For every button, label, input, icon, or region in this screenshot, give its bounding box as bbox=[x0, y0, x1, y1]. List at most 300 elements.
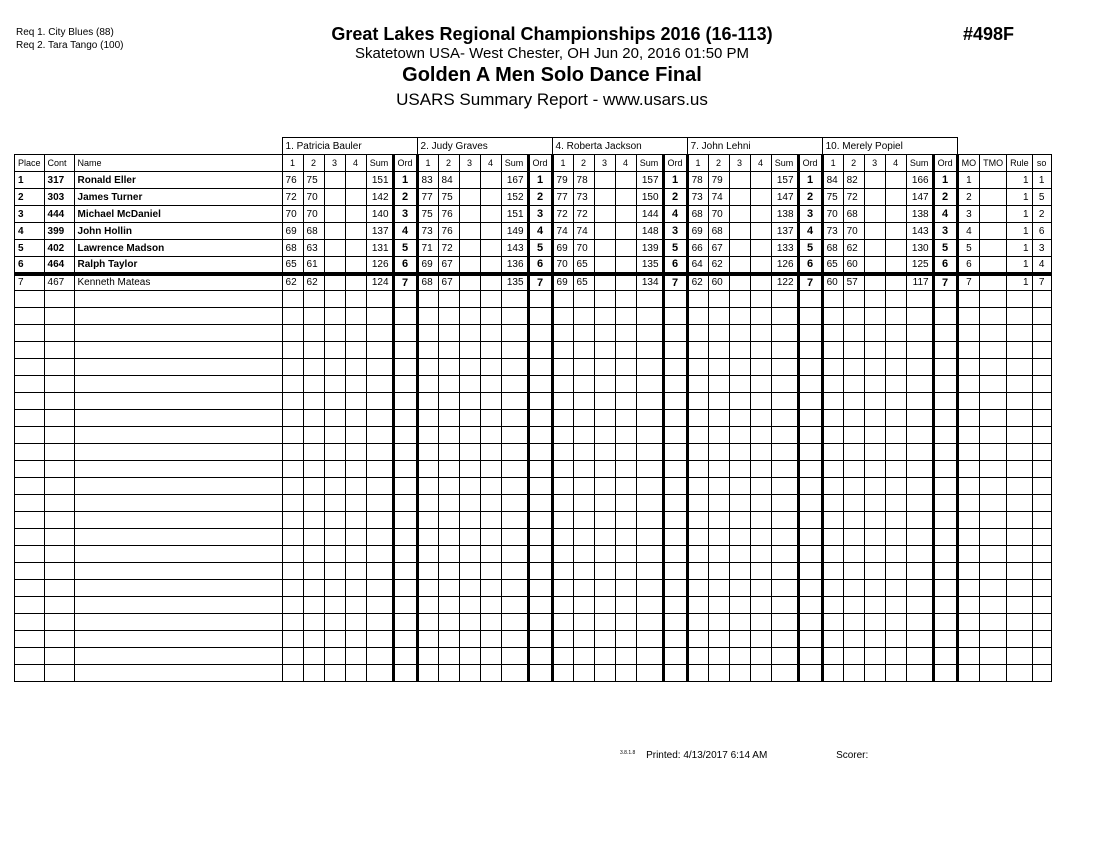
empty-cell bbox=[480, 529, 501, 546]
empty-cell bbox=[552, 614, 573, 631]
mark-3-cell bbox=[864, 240, 885, 257]
empty-ord-cell bbox=[393, 580, 417, 597]
mark-3-cell bbox=[594, 257, 615, 274]
empty-cell bbox=[44, 546, 74, 563]
empty-cell bbox=[74, 342, 282, 359]
sum-cell: 125 bbox=[906, 257, 933, 274]
empty-cell bbox=[729, 648, 750, 665]
sum-cell: 135 bbox=[636, 257, 663, 274]
mark-2-cell: 84 bbox=[438, 172, 459, 189]
judge-name: 1. Patricia Bauler bbox=[282, 138, 417, 155]
mark-1-cell: 68 bbox=[822, 240, 843, 257]
mark-2-cell: 70 bbox=[303, 206, 324, 223]
ord-cell: 5 bbox=[798, 240, 822, 257]
empty-cell bbox=[687, 376, 708, 393]
empty-cell bbox=[345, 461, 366, 478]
empty-cell bbox=[417, 393, 438, 410]
empty-cell bbox=[1007, 529, 1033, 546]
mark-4-cell bbox=[480, 240, 501, 257]
empty-cell bbox=[708, 359, 729, 376]
empty-cell bbox=[594, 614, 615, 631]
empty-cell bbox=[906, 478, 933, 495]
empty-ord-cell bbox=[798, 342, 822, 359]
empty-cell bbox=[708, 546, 729, 563]
so-cell: 1 bbox=[1032, 172, 1051, 189]
mark-2-cell: 73 bbox=[573, 189, 594, 206]
empty-cell bbox=[885, 580, 906, 597]
empty-cell bbox=[906, 512, 933, 529]
empty-cell bbox=[282, 597, 303, 614]
empty-cell bbox=[1032, 291, 1051, 308]
col-mark: 3 bbox=[864, 155, 885, 172]
empty-cell bbox=[324, 512, 345, 529]
empty-cell bbox=[708, 325, 729, 342]
col-ord: Ord bbox=[663, 155, 687, 172]
empty-cell bbox=[417, 648, 438, 665]
empty-cell bbox=[573, 444, 594, 461]
empty-cell bbox=[438, 410, 459, 427]
empty-cell bbox=[74, 308, 282, 325]
mark-4-cell bbox=[480, 257, 501, 274]
empty-ord-cell bbox=[933, 512, 957, 529]
sum-cell: 131 bbox=[366, 240, 393, 257]
empty-cell bbox=[885, 308, 906, 325]
sum-cell: 143 bbox=[501, 240, 528, 257]
empty-cell bbox=[906, 342, 933, 359]
ord-cell: 1 bbox=[663, 172, 687, 189]
empty-row bbox=[15, 461, 1052, 478]
empty-cell bbox=[615, 495, 636, 512]
mark-1-cell: 66 bbox=[687, 240, 708, 257]
empty-cell bbox=[282, 410, 303, 427]
empty-cell bbox=[552, 376, 573, 393]
empty-cell bbox=[480, 444, 501, 461]
tmo-cell bbox=[980, 257, 1007, 274]
empty-cell bbox=[864, 495, 885, 512]
empty-cell bbox=[552, 308, 573, 325]
empty-cell bbox=[729, 546, 750, 563]
empty-cell bbox=[615, 614, 636, 631]
empty-cell bbox=[708, 393, 729, 410]
empty-cell bbox=[1032, 529, 1051, 546]
empty-cell bbox=[282, 291, 303, 308]
place-cell: 1 bbox=[15, 172, 45, 189]
empty-ord-cell bbox=[528, 512, 552, 529]
column-header-row bbox=[15, 155, 1052, 172]
col-mark: 3 bbox=[729, 155, 750, 172]
mark-3-cell bbox=[594, 189, 615, 206]
empty-cell bbox=[957, 393, 980, 410]
empty-cell bbox=[636, 376, 663, 393]
empty-ord-cell bbox=[933, 291, 957, 308]
empty-cell bbox=[885, 631, 906, 648]
mark-1-cell: 77 bbox=[417, 189, 438, 206]
empty-cell bbox=[980, 325, 1007, 342]
empty-cell bbox=[687, 597, 708, 614]
empty-cell bbox=[708, 427, 729, 444]
empty-cell bbox=[303, 308, 324, 325]
empty-cell bbox=[750, 291, 771, 308]
empty-row bbox=[15, 648, 1052, 665]
mark-2-cell: 76 bbox=[438, 206, 459, 223]
empty-cell bbox=[708, 308, 729, 325]
empty-cell bbox=[864, 631, 885, 648]
empty-row bbox=[15, 325, 1052, 342]
empty-cell bbox=[822, 291, 843, 308]
empty-cell bbox=[324, 546, 345, 563]
empty-cell bbox=[885, 342, 906, 359]
empty-cell bbox=[501, 291, 528, 308]
mark-4-cell bbox=[345, 257, 366, 274]
mark-4-cell bbox=[885, 189, 906, 206]
ord-cell: 6 bbox=[663, 257, 687, 274]
empty-cell bbox=[282, 444, 303, 461]
empty-ord-cell bbox=[528, 291, 552, 308]
empty-cell bbox=[552, 529, 573, 546]
empty-cell bbox=[615, 648, 636, 665]
empty-ord-cell bbox=[663, 563, 687, 580]
empty-cell bbox=[864, 393, 885, 410]
empty-row bbox=[15, 291, 1052, 308]
empty-cell bbox=[615, 665, 636, 682]
mark-4-cell bbox=[480, 189, 501, 206]
empty-cell bbox=[324, 461, 345, 478]
empty-cell bbox=[282, 359, 303, 376]
empty-cell bbox=[957, 427, 980, 444]
empty-cell bbox=[906, 410, 933, 427]
empty-cell bbox=[1032, 495, 1051, 512]
empty-cell bbox=[906, 359, 933, 376]
empty-cell bbox=[282, 563, 303, 580]
name-cell: John Hollin bbox=[74, 223, 282, 240]
empty-cell bbox=[573, 291, 594, 308]
tmo-cell bbox=[980, 240, 1007, 257]
cont-cell: 399 bbox=[44, 223, 74, 240]
empty-cell bbox=[459, 444, 480, 461]
empty-ord-cell bbox=[393, 308, 417, 325]
empty-cell bbox=[687, 495, 708, 512]
empty-cell bbox=[957, 308, 980, 325]
place-cell: 7 bbox=[15, 274, 45, 291]
empty-cell bbox=[15, 495, 45, 512]
mark-4-cell bbox=[345, 274, 366, 291]
empty-cell bbox=[417, 478, 438, 495]
empty-cell bbox=[594, 393, 615, 410]
empty-ord-cell bbox=[798, 376, 822, 393]
empty-cell bbox=[366, 580, 393, 597]
mark-4-cell bbox=[615, 223, 636, 240]
empty-ord-cell bbox=[528, 342, 552, 359]
empty-cell bbox=[366, 393, 393, 410]
empty-cell bbox=[417, 529, 438, 546]
empty-ord-cell bbox=[933, 308, 957, 325]
empty-cell bbox=[282, 665, 303, 682]
empty-cell bbox=[729, 512, 750, 529]
empty-cell bbox=[864, 376, 885, 393]
empty-cell bbox=[74, 359, 282, 376]
empty-ord-cell bbox=[798, 665, 822, 682]
empty-cell bbox=[594, 461, 615, 478]
empty-cell bbox=[843, 461, 864, 478]
empty-cell bbox=[282, 342, 303, 359]
empty-cell bbox=[417, 291, 438, 308]
mark-2-cell: 70 bbox=[708, 206, 729, 223]
empty-cell bbox=[74, 529, 282, 546]
empty-cell bbox=[980, 512, 1007, 529]
empty-cell bbox=[74, 376, 282, 393]
empty-cell bbox=[1032, 376, 1051, 393]
empty-ord-cell bbox=[393, 444, 417, 461]
empty-cell bbox=[864, 308, 885, 325]
mark-2-cell: 63 bbox=[303, 240, 324, 257]
empty-cell bbox=[324, 376, 345, 393]
empty-row bbox=[15, 393, 1052, 410]
empty-cell bbox=[480, 495, 501, 512]
empty-cell bbox=[822, 563, 843, 580]
ord-cell: 3 bbox=[933, 223, 957, 240]
empty-cell bbox=[345, 648, 366, 665]
empty-cell bbox=[573, 580, 594, 597]
empty-cell bbox=[750, 597, 771, 614]
empty-cell bbox=[771, 648, 798, 665]
col-ord: Ord bbox=[528, 155, 552, 172]
sum-cell: 134 bbox=[636, 274, 663, 291]
empty-cell bbox=[74, 291, 282, 308]
empty-cell bbox=[44, 427, 74, 444]
mark-4-cell bbox=[750, 274, 771, 291]
empty-cell bbox=[771, 665, 798, 682]
mark-2-cell: 57 bbox=[843, 274, 864, 291]
empty-cell bbox=[480, 648, 501, 665]
empty-cell bbox=[615, 546, 636, 563]
tmo-cell bbox=[980, 189, 1007, 206]
empty-cell bbox=[771, 342, 798, 359]
mark-4-cell bbox=[345, 189, 366, 206]
col-mark: 4 bbox=[480, 155, 501, 172]
empty-cell bbox=[615, 461, 636, 478]
ord-cell: 6 bbox=[933, 257, 957, 274]
empty-cell bbox=[729, 393, 750, 410]
sum-cell: 137 bbox=[771, 223, 798, 240]
empty-cell bbox=[687, 410, 708, 427]
empty-ord-cell bbox=[663, 308, 687, 325]
empty-cell bbox=[552, 512, 573, 529]
empty-cell bbox=[822, 461, 843, 478]
mark-4-cell bbox=[885, 274, 906, 291]
empty-cell bbox=[303, 478, 324, 495]
mark-4-cell bbox=[615, 274, 636, 291]
empty-cell bbox=[957, 665, 980, 682]
col-sum: Sum bbox=[366, 155, 393, 172]
empty-ord-cell bbox=[393, 342, 417, 359]
empty-cell bbox=[366, 342, 393, 359]
mark-2-cell: 74 bbox=[708, 189, 729, 206]
empty-cell bbox=[615, 410, 636, 427]
empty-cell bbox=[822, 546, 843, 563]
empty-cell bbox=[906, 665, 933, 682]
empty-ord-cell bbox=[528, 393, 552, 410]
empty-cell bbox=[15, 529, 45, 546]
mark-4-cell bbox=[885, 223, 906, 240]
empty-cell bbox=[615, 393, 636, 410]
mark-1-cell: 78 bbox=[687, 172, 708, 189]
empty-cell bbox=[74, 461, 282, 478]
empty-cell bbox=[1032, 546, 1051, 563]
empty-cell bbox=[15, 342, 45, 359]
empty-cell bbox=[480, 614, 501, 631]
empty-cell bbox=[708, 461, 729, 478]
empty-cell bbox=[501, 529, 528, 546]
mark-4-cell bbox=[345, 206, 366, 223]
empty-cell bbox=[1032, 342, 1051, 359]
empty-cell bbox=[1007, 648, 1033, 665]
sum-cell: 122 bbox=[771, 274, 798, 291]
empty-cell bbox=[864, 563, 885, 580]
empty-cell bbox=[552, 648, 573, 665]
tmo-cell bbox=[980, 223, 1007, 240]
empty-cell bbox=[345, 512, 366, 529]
empty-cell bbox=[501, 665, 528, 682]
event-number: #498F bbox=[963, 24, 1015, 44]
empty-cell bbox=[1007, 597, 1033, 614]
empty-cell bbox=[552, 342, 573, 359]
empty-cell bbox=[636, 461, 663, 478]
scorer-label: Scorer: bbox=[836, 750, 869, 761]
empty-cell bbox=[74, 597, 282, 614]
empty-cell bbox=[822, 631, 843, 648]
empty-cell bbox=[1007, 444, 1033, 461]
mark-2-cell: 61 bbox=[303, 257, 324, 274]
empty-cell bbox=[906, 580, 933, 597]
empty-cell bbox=[864, 614, 885, 631]
empty-cell bbox=[366, 478, 393, 495]
empty-cell bbox=[957, 512, 980, 529]
empty-cell bbox=[480, 410, 501, 427]
empty-cell bbox=[708, 478, 729, 495]
mark-3-cell bbox=[324, 189, 345, 206]
empty-ord-cell bbox=[528, 495, 552, 512]
empty-cell bbox=[771, 427, 798, 444]
empty-cell bbox=[15, 359, 45, 376]
request-line-1: Req 1. City Blues (88) bbox=[16, 27, 114, 38]
empty-cell bbox=[687, 631, 708, 648]
empty-ord-cell bbox=[933, 648, 957, 665]
empty-cell bbox=[906, 597, 933, 614]
mark-1-cell: 84 bbox=[822, 172, 843, 189]
empty-cell bbox=[885, 597, 906, 614]
tmo-cell bbox=[980, 172, 1007, 189]
rule-cell: 1 bbox=[1007, 172, 1033, 189]
empty-ord-cell bbox=[798, 648, 822, 665]
empty-cell bbox=[438, 444, 459, 461]
empty-cell bbox=[729, 478, 750, 495]
mark-2-cell: 70 bbox=[843, 223, 864, 240]
ord-cell: 3 bbox=[393, 206, 417, 223]
empty-ord-cell bbox=[798, 512, 822, 529]
sum-cell: 140 bbox=[366, 206, 393, 223]
mark-2-cell: 62 bbox=[843, 240, 864, 257]
empty-cell bbox=[687, 648, 708, 665]
mark-3-cell bbox=[864, 223, 885, 240]
empty-cell bbox=[906, 376, 933, 393]
empty-cell bbox=[822, 478, 843, 495]
sum-cell: 157 bbox=[636, 172, 663, 189]
empty-cell bbox=[957, 359, 980, 376]
empty-cell bbox=[615, 325, 636, 342]
col-mark: 2 bbox=[438, 155, 459, 172]
empty-cell bbox=[636, 614, 663, 631]
empty-ord-cell bbox=[663, 580, 687, 597]
empty-cell bbox=[15, 325, 45, 342]
empty-cell bbox=[750, 478, 771, 495]
empty-cell bbox=[282, 393, 303, 410]
ord-cell: 7 bbox=[798, 274, 822, 291]
empty-cell bbox=[501, 597, 528, 614]
mark-4-cell bbox=[480, 223, 501, 240]
empty-ord-cell bbox=[798, 444, 822, 461]
col-sum: Sum bbox=[906, 155, 933, 172]
empty-ord-cell bbox=[663, 325, 687, 342]
empty-cell bbox=[771, 393, 798, 410]
name-cell: Kenneth Mateas bbox=[74, 274, 282, 291]
empty-cell bbox=[324, 427, 345, 444]
empty-cell bbox=[366, 631, 393, 648]
empty-cell bbox=[345, 529, 366, 546]
rule-cell: 1 bbox=[1007, 240, 1033, 257]
sum-cell: 130 bbox=[906, 240, 933, 257]
empty-cell bbox=[74, 427, 282, 444]
empty-cell bbox=[15, 461, 45, 478]
empty-cell bbox=[822, 308, 843, 325]
empty-cell bbox=[459, 461, 480, 478]
empty-cell bbox=[366, 461, 393, 478]
judge-name: 2. Judy Graves bbox=[417, 138, 552, 155]
empty-cell bbox=[1007, 495, 1033, 512]
empty-cell bbox=[282, 478, 303, 495]
mark-1-cell: 70 bbox=[282, 206, 303, 223]
empty-cell bbox=[345, 376, 366, 393]
empty-cell bbox=[501, 614, 528, 631]
empty-cell bbox=[843, 325, 864, 342]
empty-row bbox=[15, 308, 1052, 325]
empty-cell bbox=[1032, 478, 1051, 495]
mark-2-cell: 75 bbox=[438, 189, 459, 206]
empty-cell bbox=[438, 393, 459, 410]
empty-cell bbox=[1032, 580, 1051, 597]
empty-cell bbox=[417, 444, 438, 461]
empty-cell bbox=[957, 478, 980, 495]
empty-cell bbox=[303, 563, 324, 580]
empty-cell bbox=[44, 461, 74, 478]
empty-cell bbox=[480, 427, 501, 444]
empty-cell bbox=[1032, 393, 1051, 410]
empty-cell bbox=[885, 427, 906, 444]
empty-cell bbox=[501, 393, 528, 410]
empty-cell bbox=[980, 410, 1007, 427]
empty-cell bbox=[459, 427, 480, 444]
mark-4-cell bbox=[885, 206, 906, 223]
rule-cell: 1 bbox=[1007, 257, 1033, 274]
empty-cell bbox=[44, 597, 74, 614]
empty-cell bbox=[1007, 427, 1033, 444]
mark-3-cell bbox=[324, 257, 345, 274]
empty-ord-cell bbox=[528, 325, 552, 342]
empty-cell bbox=[573, 359, 594, 376]
empty-cell bbox=[44, 308, 74, 325]
empty-ord-cell bbox=[798, 461, 822, 478]
empty-cell bbox=[615, 291, 636, 308]
empty-cell bbox=[15, 478, 45, 495]
